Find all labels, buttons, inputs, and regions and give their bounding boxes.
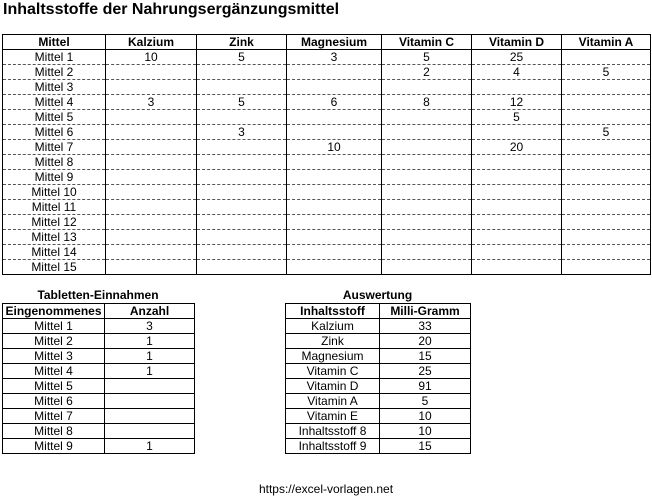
- ingredients-cell[interactable]: [106, 200, 197, 215]
- ingredients-cell[interactable]: [382, 215, 472, 230]
- evaluation-section-label: Auswertung: [342, 288, 413, 302]
- ingredients-cell[interactable]: [106, 170, 197, 185]
- evaluation-header-cell: Inhaltsstoff: [286, 304, 380, 319]
- ingredients-cell[interactable]: [106, 80, 197, 95]
- ingredients-cell[interactable]: [382, 230, 472, 245]
- intake-row: [3, 349, 195, 364]
- ingredients-row: [3, 155, 651, 170]
- evaluation-cell[interactable]: Kalzium: [286, 319, 380, 334]
- ingredients-cell[interactable]: Mittel 10: [3, 185, 106, 200]
- ingredients-cell[interactable]: [197, 185, 287, 200]
- ingredients-row: [3, 80, 651, 95]
- ingredients-cell[interactable]: Mittel 13: [3, 230, 106, 245]
- ingredients-cell[interactable]: 3: [197, 125, 287, 140]
- ingredients-cell[interactable]: [106, 260, 197, 275]
- ingredients-cell[interactable]: [106, 155, 197, 170]
- evaluation-row: [286, 349, 471, 364]
- ingredients-cell[interactable]: Mittel 12: [3, 215, 106, 230]
- evaluation-cell[interactable]: 10: [380, 409, 471, 424]
- intake-header-cell: Anzahl: [105, 304, 195, 319]
- ingredients-cell[interactable]: [287, 125, 382, 140]
- ingredients-cell[interactable]: Mittel 6: [3, 125, 106, 140]
- ingredients-cell[interactable]: [562, 230, 651, 245]
- evaluation-cell[interactable]: 15: [380, 349, 471, 364]
- evaluation-cell[interactable]: 5: [380, 394, 471, 409]
- ingredients-cell[interactable]: [562, 95, 651, 110]
- ingredients-cell[interactable]: [197, 65, 287, 80]
- intake-cell[interactable]: [105, 424, 195, 439]
- intake-cell[interactable]: 1: [105, 334, 195, 349]
- intake-cell[interactable]: Mittel 4: [3, 364, 105, 379]
- ingredients-table: [2, 34, 651, 275]
- evaluation-cell[interactable]: Vitamin D: [286, 379, 380, 394]
- ingredients-cell[interactable]: 8: [382, 95, 472, 110]
- ingredients-cell[interactable]: [472, 215, 562, 230]
- ingredients-cell[interactable]: Mittel 9: [3, 170, 106, 185]
- evaluation-row: [286, 394, 471, 409]
- footer-url: https://excel-vorlagen.net: [258, 482, 394, 496]
- ingredients-cell[interactable]: [197, 215, 287, 230]
- intake-row: [3, 364, 195, 379]
- ingredients-cell[interactable]: [197, 260, 287, 275]
- ingredients-cell[interactable]: [382, 245, 472, 260]
- intake-cell[interactable]: 1: [105, 439, 195, 454]
- ingredients-cell[interactable]: [382, 185, 472, 200]
- evaluation-cell[interactable]: 91: [380, 379, 471, 394]
- ingredients-cell[interactable]: Mittel 11: [3, 200, 106, 215]
- ingredients-row: [3, 185, 651, 200]
- intake-row: [3, 379, 195, 394]
- evaluation-cell[interactable]: 33: [380, 319, 471, 334]
- evaluation-cell[interactable]: Vitamin E: [286, 409, 380, 424]
- ingredients-header-cell: Vitamin C: [382, 35, 472, 50]
- intake-section-label: Tabletten-Einnahmen: [37, 288, 159, 302]
- ingredients-cell[interactable]: [382, 155, 472, 170]
- ingredients-cell[interactable]: [472, 185, 562, 200]
- intake-cell[interactable]: 1: [105, 349, 195, 364]
- ingredients-cell[interactable]: [287, 185, 382, 200]
- ingredients-cell[interactable]: 2: [382, 65, 472, 80]
- evaluation-table-body: [286, 319, 471, 454]
- ingredients-cell[interactable]: [562, 215, 651, 230]
- evaluation-row: [286, 424, 471, 439]
- ingredients-cell[interactable]: Mittel 15: [3, 260, 106, 275]
- ingredients-cell[interactable]: 20: [472, 140, 562, 155]
- evaluation-cell[interactable]: 10: [380, 424, 471, 439]
- ingredients-cell[interactable]: [472, 230, 562, 245]
- intake-cell[interactable]: Mittel 3: [3, 349, 105, 364]
- intake-cell[interactable]: Mittel 1: [3, 319, 105, 334]
- ingredients-cell[interactable]: [287, 155, 382, 170]
- ingredients-row: [3, 140, 651, 155]
- intake-row: [3, 424, 195, 439]
- ingredients-cell[interactable]: [287, 65, 382, 80]
- intake-row: [3, 334, 195, 349]
- ingredients-cell[interactable]: [382, 260, 472, 275]
- ingredients-row: [3, 125, 651, 140]
- intake-cell[interactable]: [105, 394, 195, 409]
- intake-cell[interactable]: Mittel 6: [3, 394, 105, 409]
- ingredients-cell[interactable]: 5: [562, 65, 651, 80]
- ingredients-cell[interactable]: [562, 110, 651, 125]
- intake-cell[interactable]: 1: [105, 364, 195, 379]
- evaluation-cell[interactable]: Magnesium: [286, 349, 380, 364]
- evaluation-cell[interactable]: 20: [380, 334, 471, 349]
- evaluation-table: [285, 303, 471, 454]
- evaluation-row: [286, 379, 471, 394]
- intake-table-body: [3, 319, 195, 454]
- evaluation-row: [286, 334, 471, 349]
- ingredients-cell[interactable]: 4: [472, 65, 562, 80]
- ingredients-cell[interactable]: [197, 245, 287, 260]
- evaluation-row: [286, 364, 471, 379]
- ingredients-cell[interactable]: [382, 80, 472, 95]
- evaluation-row: [286, 319, 471, 334]
- ingredients-cell[interactable]: 5: [472, 110, 562, 125]
- ingredients-cell[interactable]: [197, 200, 287, 215]
- intake-row: [3, 439, 195, 454]
- evaluation-cell[interactable]: Inhaltsstoff 9: [286, 439, 380, 454]
- ingredients-cell[interactable]: [472, 170, 562, 185]
- ingredients-row: [3, 170, 651, 185]
- ingredients-cell[interactable]: [197, 230, 287, 245]
- intake-cell[interactable]: [105, 379, 195, 394]
- ingredients-cell[interactable]: [562, 170, 651, 185]
- ingredients-cell[interactable]: [287, 230, 382, 245]
- ingredients-cell[interactable]: 12: [472, 95, 562, 110]
- ingredients-cell[interactable]: Mittel 2: [3, 65, 106, 80]
- ingredients-cell[interactable]: [562, 155, 651, 170]
- ingredients-row: [3, 95, 651, 110]
- ingredients-cell[interactable]: [106, 230, 197, 245]
- ingredients-cell[interactable]: 25: [472, 50, 562, 65]
- ingredients-cell[interactable]: [382, 200, 472, 215]
- page-title: Inhaltsstoffe der Nahrungsergänzungsmittel: [3, 1, 340, 18]
- ingredients-header-cell: Vitamin A: [562, 35, 651, 50]
- intake-row: [3, 409, 195, 424]
- ingredients-cell[interactable]: [562, 260, 651, 275]
- ingredients-cell[interactable]: [472, 260, 562, 275]
- ingredients-cell[interactable]: [562, 80, 651, 95]
- intake-cell[interactable]: Mittel 8: [3, 424, 105, 439]
- ingredients-cell[interactable]: [472, 125, 562, 140]
- ingredients-row: [3, 230, 651, 245]
- evaluation-cell[interactable]: Vitamin C: [286, 364, 380, 379]
- ingredients-cell[interactable]: Mittel 3: [3, 80, 106, 95]
- ingredients-cell[interactable]: 10: [287, 140, 382, 155]
- intake-table: [2, 303, 195, 454]
- ingredients-cell[interactable]: [106, 245, 197, 260]
- ingredients-cell[interactable]: 6: [287, 95, 382, 110]
- intake-cell[interactable]: Mittel 5: [3, 379, 105, 394]
- ingredients-row: [3, 260, 651, 275]
- ingredients-cell[interactable]: [472, 155, 562, 170]
- ingredients-row: [3, 65, 651, 80]
- intake-cell[interactable]: [105, 409, 195, 424]
- ingredients-cell[interactable]: [382, 110, 472, 125]
- ingredients-cell[interactable]: [562, 50, 651, 65]
- ingredients-cell[interactable]: [106, 185, 197, 200]
- evaluation-header-cell: Milli-Gramm: [380, 304, 471, 319]
- evaluation-cell[interactable]: 25: [380, 364, 471, 379]
- ingredients-cell[interactable]: [287, 215, 382, 230]
- ingredients-cell[interactable]: Mittel 7: [3, 140, 106, 155]
- ingredients-cell[interactable]: [562, 140, 651, 155]
- ingredients-cell[interactable]: [287, 245, 382, 260]
- evaluation-row: [286, 439, 471, 454]
- ingredients-cell[interactable]: 5: [197, 95, 287, 110]
- ingredients-row: [3, 50, 651, 65]
- ingredients-cell[interactable]: [287, 200, 382, 215]
- ingredients-cell[interactable]: Mittel 8: [3, 155, 106, 170]
- ingredients-cell[interactable]: [106, 110, 197, 125]
- ingredients-cell[interactable]: 5: [197, 50, 287, 65]
- intake-row: [3, 319, 195, 334]
- evaluation-table-header: [286, 304, 471, 319]
- intake-cell[interactable]: Mittel 7: [3, 409, 105, 424]
- evaluation-cell[interactable]: Inhaltsstoff 8: [286, 424, 380, 439]
- ingredients-cell[interactable]: [382, 125, 472, 140]
- ingredients-cell[interactable]: [106, 215, 197, 230]
- ingredients-cell[interactable]: [562, 200, 651, 215]
- ingredients-cell[interactable]: 5: [382, 50, 472, 65]
- ingredients-row: [3, 215, 651, 230]
- ingredients-cell[interactable]: [382, 140, 472, 155]
- ingredients-cell[interactable]: [287, 260, 382, 275]
- intake-cell[interactable]: Mittel 9: [3, 439, 105, 454]
- ingredients-row: [3, 200, 651, 215]
- ingredients-cell[interactable]: [287, 170, 382, 185]
- ingredients-cell[interactable]: Mittel 4: [3, 95, 106, 110]
- ingredients-row: [3, 110, 651, 125]
- ingredients-row: [3, 245, 651, 260]
- ingredients-cell[interactable]: [472, 200, 562, 215]
- ingredients-cell[interactable]: Mittel 5: [3, 110, 106, 125]
- ingredients-cell[interactable]: Mittel 1: [3, 50, 106, 65]
- ingredients-header-cell: Mittel: [3, 35, 106, 50]
- ingredients-cell[interactable]: [472, 245, 562, 260]
- ingredients-cell[interactable]: 10: [106, 50, 197, 65]
- intake-header-cell: Eingenommenes: [3, 304, 105, 319]
- ingredients-cell[interactable]: [106, 65, 197, 80]
- intake-row: [3, 394, 195, 409]
- evaluation-cell[interactable]: Vitamin A: [286, 394, 380, 409]
- ingredients-cell[interactable]: [287, 110, 382, 125]
- ingredients-header-cell: Kalzium: [106, 35, 197, 50]
- ingredients-cell[interactable]: 5: [562, 125, 651, 140]
- ingredients-cell[interactable]: 3: [106, 95, 197, 110]
- ingredients-cell[interactable]: [197, 140, 287, 155]
- ingredients-cell[interactable]: Mittel 14: [3, 245, 106, 260]
- evaluation-cell[interactable]: Zink: [286, 334, 380, 349]
- intake-cell[interactable]: 3: [105, 319, 195, 334]
- intake-cell[interactable]: Mittel 2: [3, 334, 105, 349]
- ingredients-cell[interactable]: [197, 80, 287, 95]
- ingredients-cell[interactable]: [287, 80, 382, 95]
- ingredients-cell[interactable]: [197, 110, 287, 125]
- ingredients-cell[interactable]: [106, 140, 197, 155]
- ingredients-cell[interactable]: [197, 170, 287, 185]
- evaluation-row: [286, 409, 471, 424]
- ingredients-table-header: [3, 35, 651, 50]
- ingredients-cell[interactable]: [197, 155, 287, 170]
- ingredients-cell[interactable]: [472, 80, 562, 95]
- ingredients-cell[interactable]: [562, 185, 651, 200]
- ingredients-header-cell: Magnesium: [287, 35, 382, 50]
- ingredients-cell[interactable]: [562, 245, 651, 260]
- ingredients-cell[interactable]: [382, 170, 472, 185]
- evaluation-cell[interactable]: 15: [380, 439, 471, 454]
- ingredients-header-cell: Zink: [197, 35, 287, 50]
- ingredients-table-body: [3, 50, 651, 275]
- ingredients-cell[interactable]: 3: [287, 50, 382, 65]
- ingredients-cell[interactable]: [106, 125, 197, 140]
- ingredients-header-cell: Vitamin D: [472, 35, 562, 50]
- intake-table-header: [3, 304, 195, 319]
